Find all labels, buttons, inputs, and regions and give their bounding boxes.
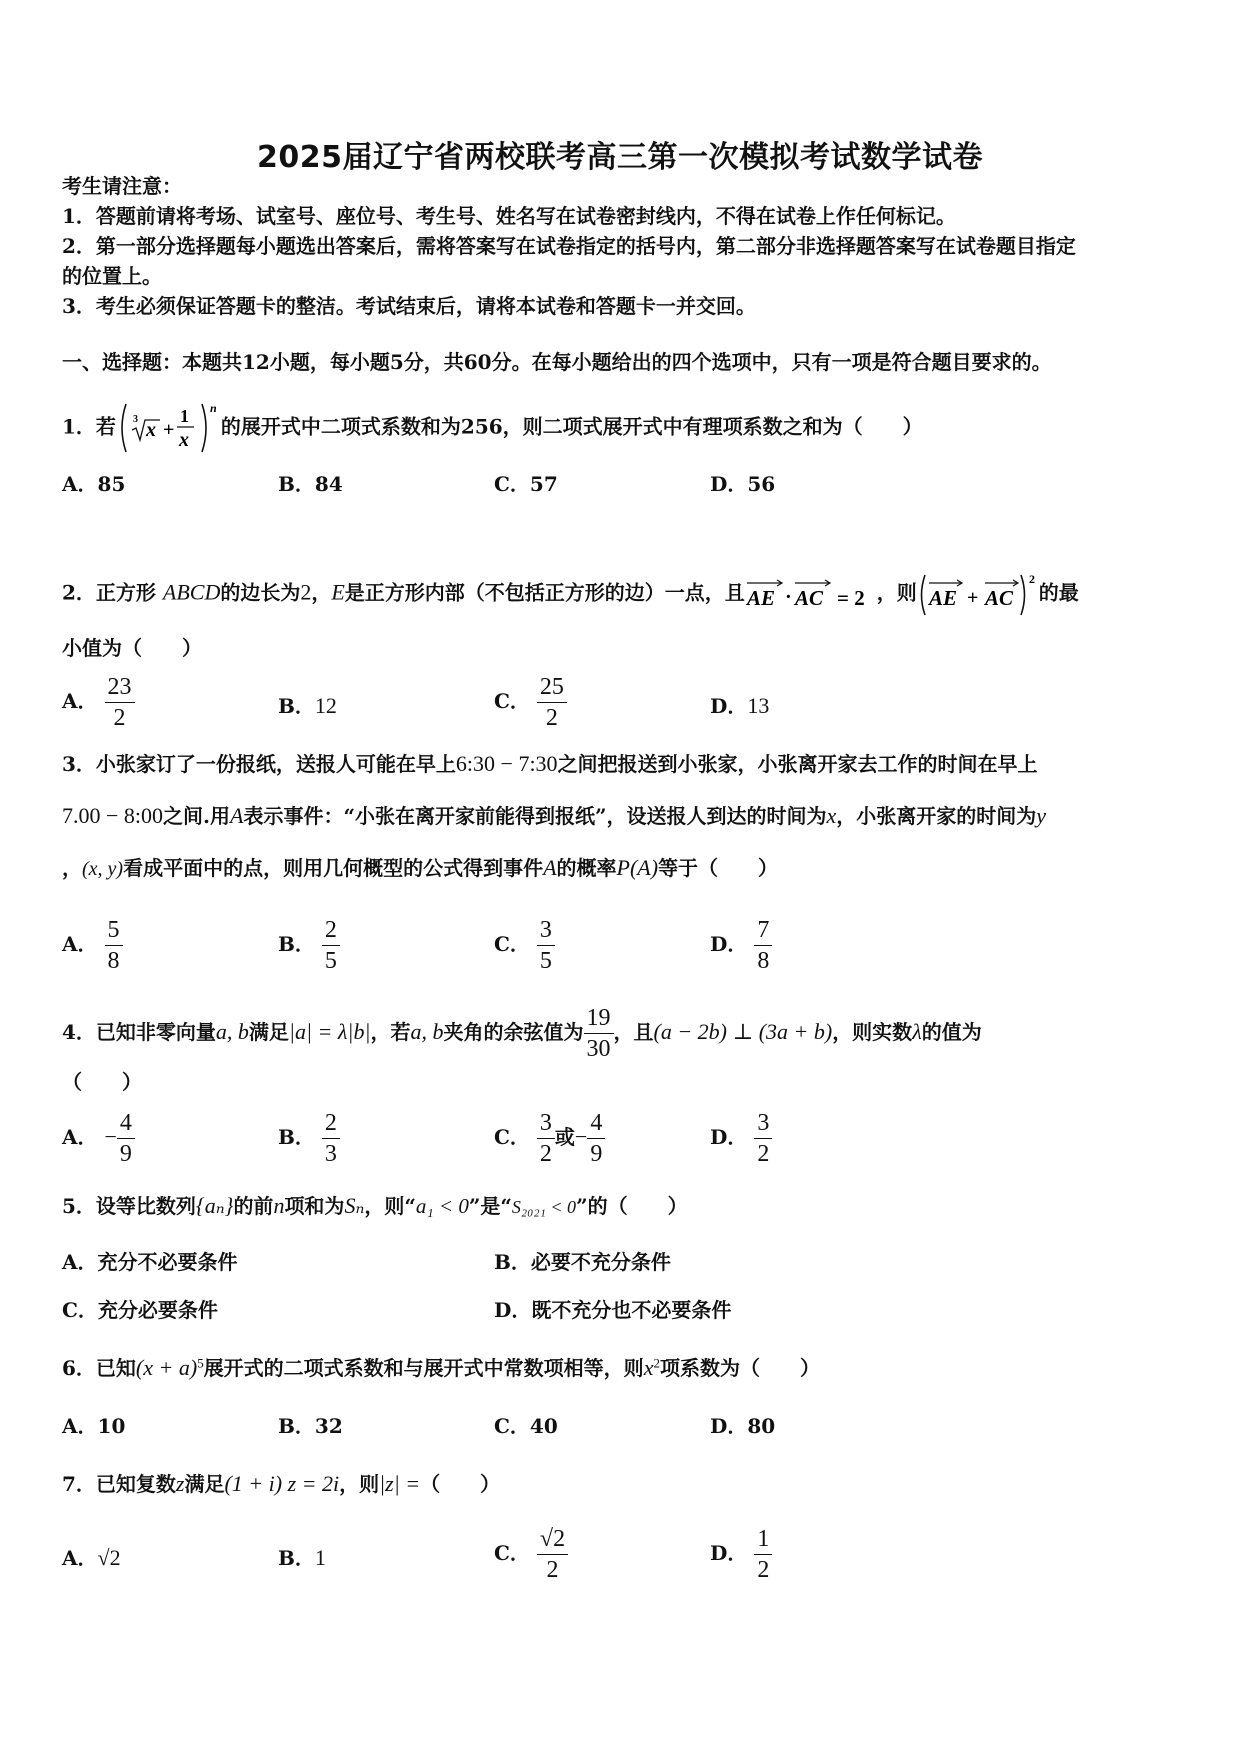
- math-var: x: [643, 1355, 654, 1380]
- question-number: 1．若: [62, 414, 116, 439]
- question-7: [62, 1468, 500, 1497]
- option-label: C．: [494, 1414, 530, 1438]
- option-fraction: $\frac{23}{2}$: [105, 672, 135, 733]
- math-abs: |z| =: [379, 1471, 421, 1496]
- option-value: 80: [747, 1414, 776, 1438]
- question-3: [62, 748, 1038, 777]
- question-text: ，则实数: [832, 1020, 913, 1044]
- question-text: 表示事件：“小张在离开家前能得到报纸”，设送报人到达的时间为: [243, 804, 827, 828]
- question-text: 等于（ ）: [658, 856, 779, 880]
- option-a[interactable]: [62, 1410, 125, 1439]
- option-label: D．: [710, 932, 748, 956]
- page-title: 2025届辽宁省两校联考高三第一次模拟考试数学试卷: [257, 140, 983, 175]
- option-value: 85: [97, 472, 126, 496]
- question-number: 5．设等比数列: [62, 1194, 196, 1218]
- svg-text:2: 2: [1028, 572, 1035, 586]
- option-label: C．: [62, 1298, 98, 1322]
- svg-text:n: n: [209, 401, 217, 415]
- vector-sum-formula-icon: [917, 571, 1039, 617]
- option-fraction: $\frac{7}{8}$: [754, 915, 772, 976]
- option-d[interactable]: [710, 468, 775, 497]
- math-exponent: 2: [653, 1355, 660, 1371]
- option-value: 10: [97, 1414, 126, 1438]
- svg-text:+: +: [966, 587, 979, 609]
- option-value: 充分必要条件: [97, 1298, 218, 1322]
- option-label: C．: [494, 472, 530, 496]
- svg-text:AE: AE: [746, 586, 775, 610]
- question-text: ，若: [370, 1020, 411, 1044]
- option-label: A．: [62, 472, 98, 496]
- option-a[interactable]: [62, 468, 125, 497]
- notice-heading: 考生请注意：: [62, 174, 182, 198]
- option-label: B．: [494, 1250, 531, 1274]
- option-label: B．: [278, 1546, 315, 1570]
- question-text: 的值为: [921, 1020, 982, 1044]
- option-fraction: $\frac{25}{2}$: [537, 672, 567, 733]
- option-value: 56: [747, 472, 776, 496]
- minus-sign: −: [574, 1124, 588, 1149]
- svg-text:= 2: = 2: [836, 586, 865, 610]
- question-4-line2: （ ）: [62, 1070, 142, 1094]
- option-fraction: $\frac{3}{2}$: [754, 1108, 772, 1169]
- svg-text:3: 3: [132, 414, 138, 425]
- option-fraction: $\frac{4}{9}$: [587, 1108, 605, 1169]
- question-text: （ ）: [420, 1472, 501, 1496]
- question-text: 是正方形内部（不包括正方形的边）一点，且: [344, 580, 745, 605]
- math-var: z: [175, 1471, 185, 1496]
- option-label: A．: [62, 689, 98, 713]
- option-fraction: $\frac{√2}{2}$: [537, 1524, 568, 1585]
- option-d[interactable]: [710, 1410, 775, 1439]
- notice-item: 2．第一部分选择题每小题选出答案后，需将答案写在试卷指定的括号内，第二部分非选择题答案写在试卷题目指定: [62, 234, 1076, 258]
- option-d[interactable]: [710, 915, 772, 976]
- question-text: 的概率: [556, 856, 617, 880]
- question-text: 项系数为（ ）: [659, 1356, 820, 1380]
- question-2: [62, 571, 1079, 617]
- question-text: 3．小张家订了一份报纸，送报人可能在早上: [62, 752, 456, 776]
- option-label: D．: [710, 1541, 748, 1565]
- math-var: n: [273, 1193, 285, 1218]
- formula-q1: [116, 401, 221, 451]
- question-text: ”的（ ）: [576, 1194, 688, 1218]
- math-abcd: ABCD: [162, 579, 221, 605]
- math-prob: P(A): [616, 855, 659, 880]
- option-label: A．: [62, 1125, 98, 1149]
- math-expr: (x + a): [135, 1355, 198, 1380]
- option-label: D．: [710, 472, 748, 496]
- math-perp: (a − 2b) ⊥ (3a + b): [653, 1019, 833, 1044]
- question-number: 6．已知: [62, 1356, 136, 1380]
- option-label: A．: [62, 1414, 98, 1438]
- math-value: 2: [300, 579, 312, 605]
- math-event: A: [230, 803, 244, 828]
- formula-q2-cond: [745, 581, 877, 610]
- svg-text:x: x: [178, 429, 189, 451]
- option-a[interactable]: [62, 672, 135, 733]
- option-value: √2: [97, 1545, 121, 1570]
- option-b[interactable]: [278, 915, 340, 976]
- question-number: 4．已知非零向量: [62, 1020, 216, 1044]
- option-label: A．: [62, 932, 98, 956]
- punct: ，: [62, 856, 82, 880]
- minus-sign: −: [104, 1124, 117, 1149]
- math-lambda: λ: [912, 1019, 922, 1044]
- option-label: C．: [494, 1541, 530, 1565]
- option-label: C．: [494, 689, 530, 713]
- option-b[interactable]: [494, 1246, 671, 1275]
- option-c[interactable]: [494, 1410, 558, 1439]
- question-text: ”是“: [468, 1194, 512, 1218]
- question-text: 的边长为: [220, 580, 301, 605]
- option-a[interactable]: [62, 1108, 135, 1169]
- option-value: 40: [529, 1414, 558, 1438]
- option-label: D．: [494, 1298, 532, 1322]
- option-c[interactable]: [494, 468, 558, 497]
- question-text: 之间.用: [163, 804, 230, 828]
- or-text: 或: [554, 1125, 575, 1149]
- math-event: A: [543, 855, 557, 880]
- question-3-line2: [62, 800, 1046, 829]
- question-text: 展开式的二项式系数和与展开式中常数项相等，则: [203, 1356, 644, 1380]
- option-value: 57: [529, 472, 558, 496]
- option-d[interactable]: [710, 1108, 772, 1169]
- formula-q2-min: [917, 572, 1039, 610]
- option-label: C．: [494, 1125, 530, 1149]
- option-value: 1: [314, 1545, 326, 1570]
- math-var: y: [1036, 803, 1046, 828]
- option-fraction: $\frac{3}{5}$: [537, 915, 555, 976]
- option-c[interactable]: [494, 672, 567, 733]
- option-fraction: $\frac{5}{8}$: [105, 915, 123, 976]
- option-label: C．: [494, 932, 530, 956]
- math-time: 7.00 − 8:00: [62, 803, 164, 828]
- option-label: D．: [710, 1414, 748, 1438]
- option-label: B．: [278, 472, 315, 496]
- option-d[interactable]: [710, 690, 769, 719]
- option-a[interactable]: [62, 915, 123, 976]
- option-value: 84: [314, 472, 343, 496]
- option-b[interactable]: [278, 1542, 326, 1571]
- section-heading: 一、选择题：本题共12小题，每小题5分，共60分。在每小题给出的四个选项中，只有一项是符合题目要求的。: [62, 350, 1052, 374]
- option-b[interactable]: [278, 1108, 340, 1169]
- option-b[interactable]: [278, 690, 337, 719]
- question-text: 项和为: [284, 1194, 345, 1218]
- option-value: 13: [747, 693, 770, 718]
- math-point: (x, y): [82, 858, 124, 880]
- question-text: 的展开式中二项式系数和为256，则二项式展开式中有理项系数之和为（ ）: [220, 414, 923, 439]
- question-text: ，且: [613, 1020, 654, 1044]
- option-label: B．: [278, 932, 315, 956]
- option-fraction: $\frac{2}{5}$: [322, 915, 340, 976]
- math-condition: |a| = λ|b|: [288, 1019, 371, 1044]
- math-e: E: [331, 579, 345, 605]
- question-text: 的前: [233, 1194, 274, 1218]
- option-label: D．: [710, 694, 748, 718]
- question-text: 夹角的余弦值为: [443, 1020, 584, 1044]
- question-text: 之间把报送到小张家，小张离开家去工作的时间在早上: [557, 752, 1038, 776]
- option-label: D．: [710, 1125, 748, 1149]
- math-vectors: a, b: [215, 1019, 249, 1044]
- option-label: B．: [278, 1414, 315, 1438]
- math-var: x: [826, 803, 837, 828]
- math-time: 6:30 − 7:30: [455, 751, 558, 776]
- math-vectors: a, b: [410, 1019, 444, 1044]
- vector-dot-formula-icon: [745, 577, 877, 611]
- option-c[interactable]: [62, 1294, 218, 1323]
- option-value: 必要不充分条件: [530, 1250, 671, 1274]
- svg-text:AE: AE: [928, 586, 957, 610]
- punct: ，: [311, 580, 332, 605]
- question-text: 满足: [184, 1472, 225, 1496]
- question-6: [62, 1352, 820, 1381]
- math-condition: S₂₀₂₁ < 0: [511, 1197, 577, 1217]
- option-fraction: $\frac{1}{2}$: [754, 1524, 772, 1585]
- svg-text:AC: AC: [794, 586, 823, 610]
- question-3-line3: [62, 852, 778, 881]
- option-d[interactable]: [494, 1294, 731, 1323]
- option-value: 12: [314, 693, 337, 718]
- question-text: 满足: [248, 1020, 289, 1044]
- option-b[interactable]: [278, 1410, 343, 1439]
- question-text: ，小张离开家的时间为: [836, 804, 1037, 828]
- option-value: 既不充分也不必要条件: [531, 1298, 732, 1322]
- notice-item: 3．考生必须保证答题卡的整洁。考试结束后，请将本试卷和答题卡一并交回。: [62, 294, 756, 318]
- svg-text:+: +: [162, 419, 175, 441]
- question-1: [62, 400, 923, 456]
- cosine-fraction: $\frac{19}{30}$: [584, 1003, 614, 1064]
- math-sequence: {aₙ}: [195, 1193, 234, 1218]
- option-c[interactable]: [494, 1524, 568, 1585]
- option-d[interactable]: [710, 1524, 772, 1585]
- question-text: ，则: [876, 580, 917, 605]
- question-5: [62, 1190, 688, 1219]
- math-equation: (1 + i) z = 2i: [224, 1471, 340, 1496]
- option-label: B．: [278, 1125, 315, 1149]
- svg-text:·: ·: [784, 586, 792, 608]
- question-text: ，则: [339, 1472, 380, 1496]
- option-value: 充分不必要条件: [97, 1250, 238, 1274]
- math-sum: Sₙ: [344, 1193, 365, 1218]
- question-number: 2．正方形: [62, 580, 156, 605]
- math-exponent: 5: [197, 1355, 204, 1371]
- notice-item: 1．答题前请将考场、试室号、座位号、考生号、姓名写在试卷密封线内，不得在试卷上作任何标记。: [62, 204, 956, 228]
- option-b[interactable]: [278, 468, 343, 497]
- option-c[interactable]: [494, 1108, 605, 1169]
- option-a[interactable]: [62, 1246, 238, 1275]
- svg-text:x: x: [145, 419, 156, 441]
- notice-item: 的位置上。: [62, 264, 162, 288]
- option-a[interactable]: [62, 1542, 121, 1571]
- option-label: B．: [278, 694, 315, 718]
- option-label: A．: [62, 1250, 98, 1274]
- option-fraction: $\frac{2}{3}$: [322, 1108, 340, 1169]
- option-label: A．: [62, 1546, 98, 1570]
- option-fraction: $\frac{3}{2}$: [537, 1108, 555, 1169]
- option-value: 32: [314, 1414, 343, 1438]
- question-text: 的最: [1038, 580, 1079, 605]
- question-text: 看成平面中的点，则用几何概型的公式得到事件: [123, 856, 544, 880]
- question-2-line2: 小值为（ ）: [62, 636, 202, 660]
- question-text: ，则“: [364, 1194, 416, 1218]
- question-4: [62, 1002, 982, 1064]
- question-number: 7．已知复数: [62, 1472, 176, 1496]
- math-condition: a₁ < 0: [415, 1194, 469, 1218]
- binomial-formula-icon: [116, 400, 221, 456]
- svg-text:1: 1: [179, 406, 189, 426]
- option-c[interactable]: [494, 915, 555, 976]
- svg-text:AC: AC: [984, 586, 1013, 610]
- option-fraction: $\frac{4}{9}$: [117, 1108, 135, 1169]
